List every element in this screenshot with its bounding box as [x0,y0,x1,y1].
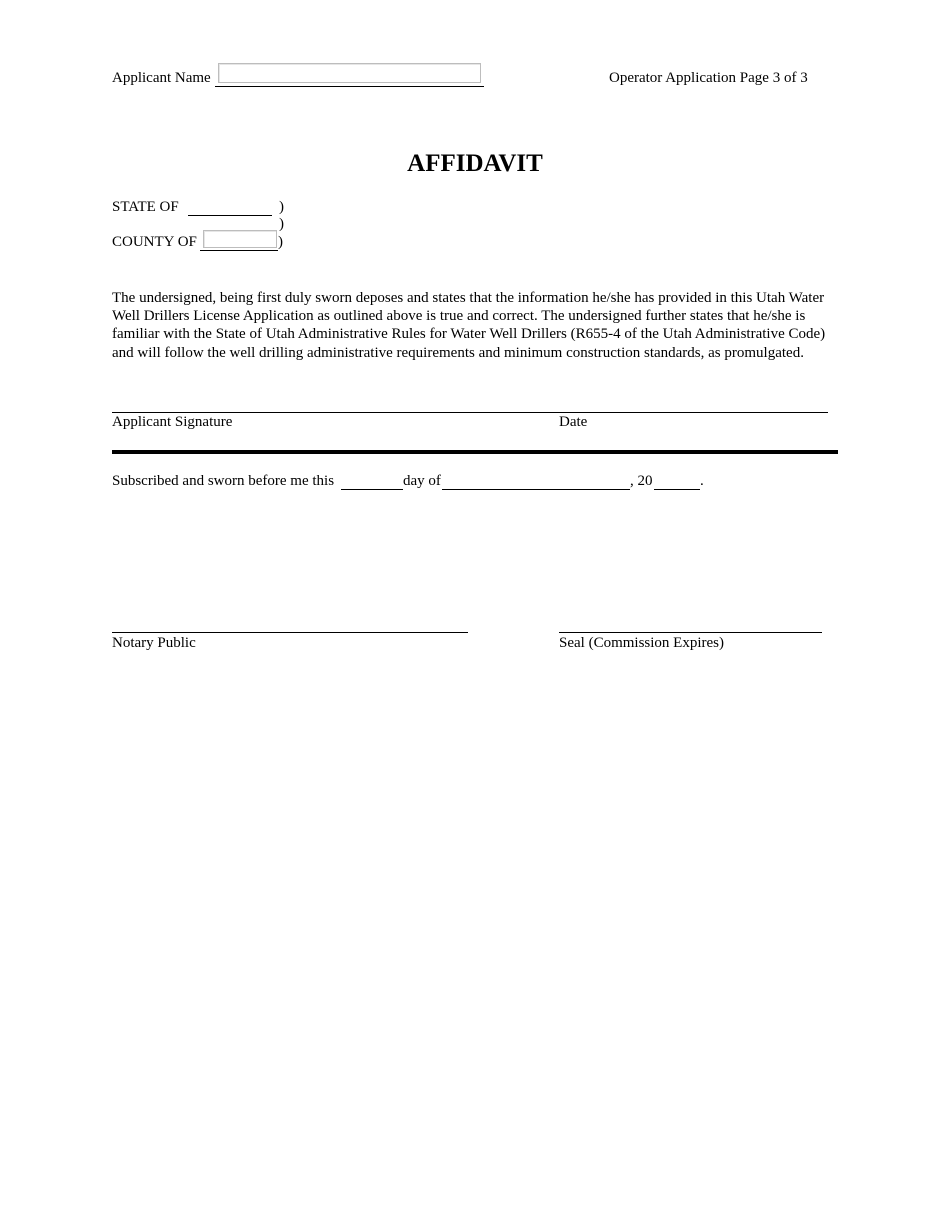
notary-public-label: Notary Public [112,635,196,651]
date-label: Date [559,414,588,430]
county-input[interactable] [203,230,277,248]
section-divider [112,450,838,454]
venue-paren-1: ) [279,199,284,215]
year-prefix-text: , 20 [630,473,653,489]
seal-label: Seal (Commission Expires) [559,635,724,651]
subscribed-text: Subscribed and sworn before me this [112,473,335,489]
affidavit-statement: The undersigned, being first duly sworn deposes and states that the information he/she has provided in this Utah Water Well Drillers License Application as outlined above is true and correct. The undersigned further states that he/she is familiar with the State of Utah Administrative Rules for Water Well Drillers (R655-4 of the Utah Administrative Code) and will follow the well drilling administrative requirements and minimum construction standards, as promulgated. [112,290,826,361]
day-blank[interactable] [341,489,403,490]
page-info: Operator Application Page 3 of 3 [609,70,808,86]
county-underline [200,250,278,251]
year-blank[interactable] [654,489,700,490]
subscribed-period: . [700,473,704,489]
venue-paren-3: ) [278,234,283,250]
applicant-name-label: Applicant Name [112,70,211,86]
seal-line[interactable] [559,632,822,633]
applicant-signature-label: Applicant Signature [112,414,233,430]
day-of-text: day of [403,473,441,489]
venue-paren-2: ) [279,216,284,232]
applicant-name-underline [215,86,484,87]
page-title: AFFIDAVIT [407,150,543,177]
applicant-name-input[interactable] [218,63,481,83]
month-blank[interactable] [442,489,630,490]
state-label: STATE OF [112,199,179,215]
state-underline [188,215,272,216]
applicant-signature-line[interactable] [112,412,828,413]
county-label: COUNTY OF [112,234,197,250]
notary-signature-line[interactable] [112,632,468,633]
